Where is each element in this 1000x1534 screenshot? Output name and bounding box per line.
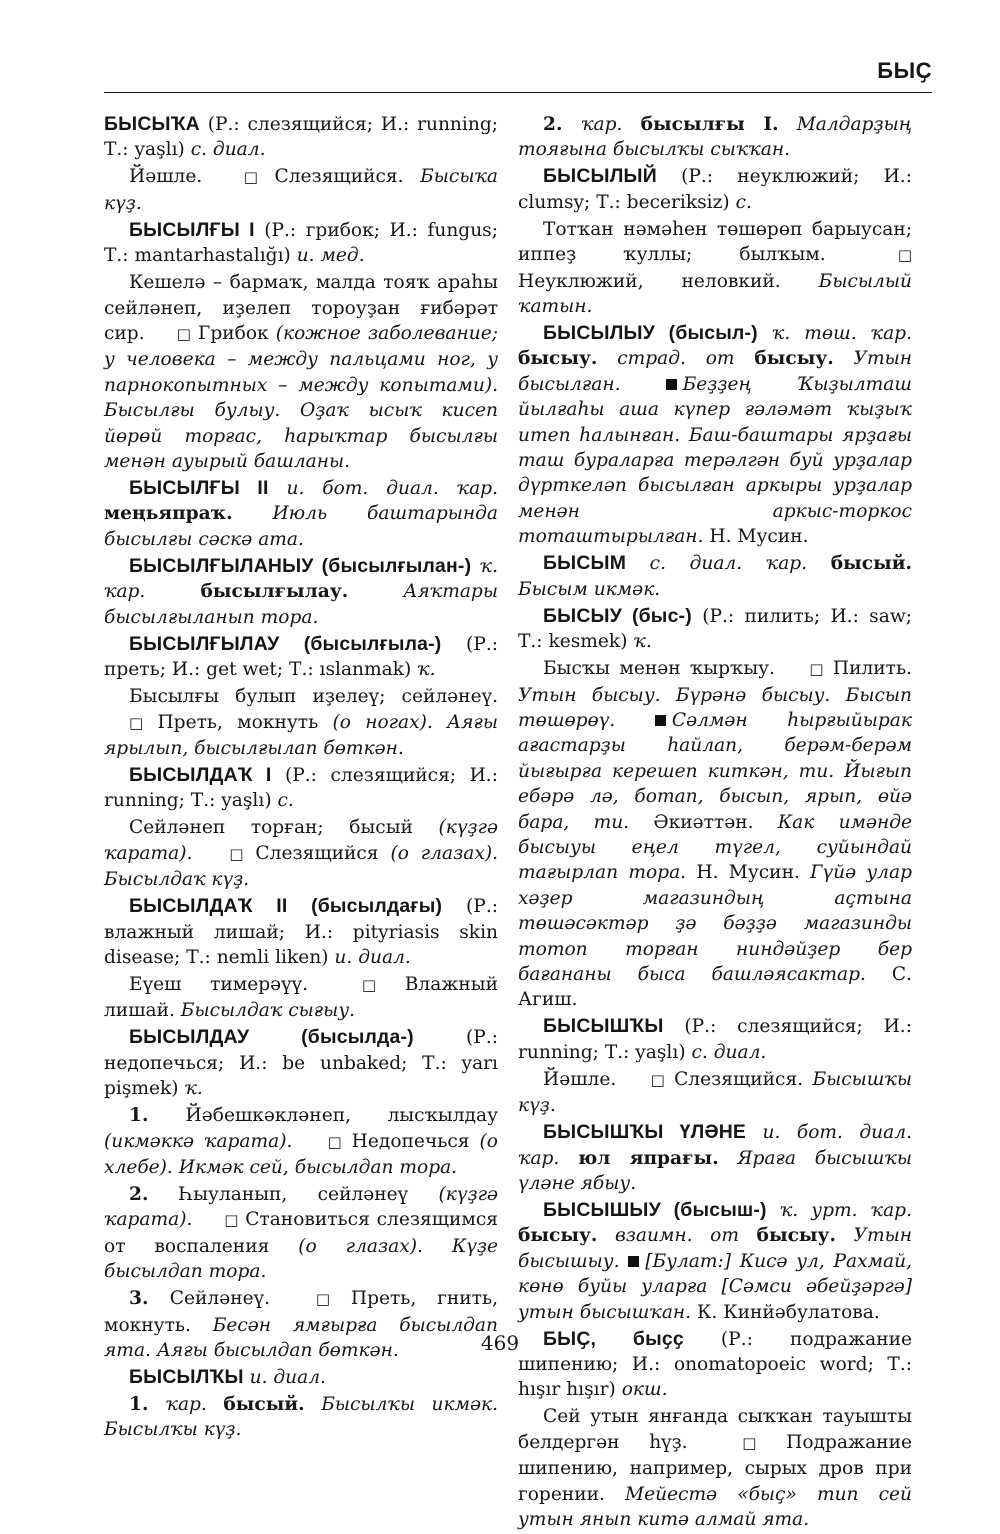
page-number: 469	[480, 1331, 520, 1355]
entry-text: (Р.: недопечься; И.: be unbaked; Т.: yarı pişmek)	[104, 1027, 498, 1100]
entry-text: Һыуланып, сейләнеү	[179, 1183, 439, 1205]
entry-text: ҡар.	[581, 114, 623, 135]
entry-text: Утын бысышыу.	[518, 1225, 912, 1272]
entry-text: Аяҡтары бысылғыланып тора.	[104, 581, 498, 628]
entry-text: (о ногах). Аяғы ярылып, бысылғылап бөткән.	[104, 711, 498, 759]
entry-text: Беҙҙең Ҡыҙылташ йылғаһы аша күпер ғәләмәт ҡыҙыҡ итеп һалынған. Баш-баштары ярҙағы таш бураларға терәлгән буй урҙалар дүрткеләп бысылған аркыры урҙалар менән аркыс-торкос тоташтырылған.	[518, 373, 912, 548]
left-column	[104, 112, 498, 1444]
entry-text: и. диал.	[334, 946, 411, 968]
entry-text: Недопечься	[341, 1130, 480, 1152]
dictionary-entry	[518, 1014, 912, 1065]
entry-text: Слезящийся.	[257, 166, 421, 188]
dictionary-entry	[104, 763, 498, 814]
running-head	[104, 56, 932, 93]
example-marker	[655, 715, 666, 726]
headword: БЫСЫЛДАҠ I	[129, 763, 272, 786]
entry-text	[559, 1148, 578, 1169]
entry-text: ҡ. төш. ҡар.	[771, 323, 912, 345]
entry-text	[615, 710, 655, 731]
entry-text: Бысылый ҡатын.	[518, 270, 912, 318]
dictionary-entry	[104, 815, 498, 892]
running-head-text: БЫҪ	[877, 58, 932, 83]
entry-text: Сейләнеп торған; бысый	[129, 817, 439, 839]
entry-text: с. диал.	[691, 1041, 767, 1063]
headword: БЫСЫЛҒЫЛАУ (бысылғыла-)	[129, 632, 442, 655]
entry-text: Йәбешкәкләнеп, лысҡылдау	[185, 1105, 499, 1127]
entry-text	[621, 374, 666, 395]
entry-text	[305, 1394, 322, 1415]
entry-text: взаимн. от	[614, 1225, 739, 1247]
entry-text: Сей утын янғанда сыҡҡан тауышты белдергән һүҙ.	[518, 1406, 912, 1453]
entry-text: Бесән ямғырға бысылдап ята. Аяғы бысылдап бөткән.	[104, 1314, 498, 1361]
entry-text: К. Кинйәбулатова.	[691, 1301, 880, 1323]
entry-text: Преть, гнить, мокнуть.	[104, 1288, 498, 1336]
entry-text	[758, 323, 772, 344]
dictionary-entry	[104, 218, 498, 269]
entry-text: и. бот. диал. ҡар.	[286, 478, 498, 500]
headword: БЫҪ, быҫҫ	[543, 1327, 684, 1350]
entry-text: Бысылҡы икмәк. Бысылҡы күҙ.	[104, 1394, 499, 1441]
entry-text	[348, 581, 403, 602]
entry-text: бысыу.	[756, 1225, 836, 1247]
translation-marker: □	[650, 1070, 665, 1089]
entry-text: (Р.: подражание шипению; И.: onomatopoeic word; Т.: hışır hışır)	[518, 1328, 912, 1401]
entry-text: бысый.	[223, 1394, 305, 1415]
translation-marker: □	[229, 844, 244, 863]
dictionary-entry	[104, 554, 498, 630]
dictionary-entry	[518, 217, 912, 320]
entry-text: (Р.: слезящийся; И.: running; Т.: yaşlı)	[104, 764, 498, 812]
entry-text: (күҙгә ҡарата).	[104, 817, 498, 864]
entry-text: Утын бысылған.	[518, 348, 912, 395]
entry-text: Малдарҙың тояғына бысылҡы сыҡҡан.	[518, 114, 912, 161]
entry-text: Июль баштарында бысылғы сәскә ата.	[104, 503, 498, 550]
translation-marker: □	[243, 168, 258, 187]
dictionary-entry	[518, 164, 912, 215]
entry-text	[192, 1209, 199, 1230]
entry-text: бысыу.	[754, 348, 834, 370]
entry-text: (Р.: пилить; И.: saw; Т.: kesmek)	[518, 605, 912, 653]
entry-text: Утын бысыу. Бүрәнә бысыу. Бысып төшөрөү.	[518, 684, 912, 731]
headword: БЫСЫЛЫУ (бысыл-)	[543, 322, 758, 345]
entry-text: Бысыҡа күҙ.	[104, 166, 498, 214]
dictionary-entry	[104, 112, 498, 163]
entry-text	[719, 1148, 738, 1169]
entry-text	[735, 348, 755, 369]
dictionary-entry	[104, 1182, 498, 1285]
headword: БЫСЫЛҒЫ II	[129, 477, 269, 500]
entry-text: Гүйә улар хәҙер магазиндың аҫтына төшәсәктәр ҙә бәҙҙә магазинды тотоп торған ниндәйҙер бер бағананы быса башләясактар.	[518, 862, 912, 985]
dictionary-entry	[518, 112, 912, 163]
entry-text: ҡ.	[633, 631, 652, 653]
entry-text: С. Агиш.	[518, 963, 912, 1011]
entry-text	[834, 348, 854, 369]
entry-text: Н. Мусин.	[703, 526, 809, 548]
entry-text	[739, 1225, 757, 1246]
entry-text: Яраға бысышҡы үләне ябыу.	[518, 1147, 912, 1194]
entry-text: бысыу.	[518, 348, 598, 370]
entry-text: Влажный лишай.	[104, 973, 498, 1022]
entry-text: бысыу.	[518, 1225, 598, 1247]
entry-text: Преть, мокнуть	[143, 711, 333, 733]
entry-text	[145, 581, 200, 602]
entry-text	[269, 478, 287, 499]
entry-text: окш.	[621, 1379, 668, 1401]
dictionary-entry	[104, 270, 498, 474]
entry-text	[779, 114, 797, 135]
entry-text: бысылғы I.	[640, 114, 779, 135]
entry-text: Бысҡы менән ҡырҡыу.	[543, 658, 785, 680]
entry-text: (Р.: слезящийся; И.: running; Т.: yaşlı)	[104, 114, 498, 161]
entry-text: (Р.: грибок; И.: fungus; Т.: mantarhastalığı)	[104, 219, 498, 267]
entry-text: страд. от	[617, 348, 735, 370]
entry-text: бысый.	[830, 553, 913, 575]
translation-marker: □	[361, 975, 376, 994]
entry-text	[767, 1200, 780, 1221]
entry-text: (о глазах). Күҙе бысылдап тора.	[104, 1235, 498, 1283]
entry-text	[597, 1225, 615, 1246]
headword: БЫСЫЛҠЫ	[129, 1366, 244, 1388]
entry-text	[597, 348, 617, 369]
entry-text: ҡ. ҡар.	[104, 555, 498, 603]
dictionary-entry	[518, 551, 912, 602]
entry-text: с.	[735, 191, 752, 213]
entry-text: Бысылғы булып иҙелеү; сейләнеү.	[129, 686, 498, 708]
entry-text: Слезящийся.	[664, 1068, 813, 1090]
entry-text	[471, 556, 479, 577]
entry-text	[807, 553, 831, 574]
translation-marker: □	[809, 660, 824, 679]
translation-marker: □	[742, 1433, 757, 1452]
example-marker	[628, 1256, 639, 1267]
entry-text: Еүеш тимерәүү.	[129, 973, 337, 995]
headword: БЫСЫШЫУ (бысыш-)	[543, 1199, 767, 1221]
entry-text	[836, 1225, 854, 1246]
headword: БЫСЫМ	[543, 552, 627, 575]
entry-text: меңьяпраҡ.	[104, 503, 233, 525]
entry-text	[207, 1394, 224, 1415]
entry-text: Н. Мусин.	[686, 862, 811, 884]
dictionary-entry	[518, 1198, 912, 1325]
headword: БЫСЫЛДАУ (бысылда-)	[129, 1026, 414, 1049]
dictionary-entry	[518, 656, 912, 1013]
entry-text: Сәлмән һырғыйырак ағастарҙы һайлап, берәм-берәм йығырға керешеп киткән, ти. Йығып ебәрә лә, ботап, бысып, ярып, өйә бара, ти.	[518, 709, 912, 833]
dictionary-entry	[104, 476, 498, 552]
dictionary-entry	[518, 604, 912, 655]
entry-text: 3.	[129, 1288, 170, 1310]
translation-marker: □	[315, 1290, 331, 1309]
entry-text: Становиться слезящимся от воспаления	[104, 1209, 498, 1257]
entry-text: Тотҡан нәмәһен төшөрөп барыусан; иппеҙ ҡуллы; былҡым.	[518, 218, 912, 266]
entry-text: 1.	[129, 1394, 166, 1415]
headword: БЫСЫЛДАҠ II (бысылдағы)	[129, 895, 443, 918]
dictionary-entry	[104, 1103, 498, 1180]
entry-text	[746, 1122, 762, 1143]
headword: БЫСЫШҠЫ	[543, 1015, 664, 1038]
dictionary-entry	[518, 1067, 912, 1119]
dictionary-entry	[104, 1392, 498, 1443]
entry-text: ҡ.	[184, 1078, 203, 1100]
entry-text: Грибок	[190, 323, 276, 345]
entry-text	[620, 1251, 629, 1272]
entry-text: с.	[277, 790, 294, 812]
dictionary-entry	[104, 684, 498, 761]
entry-text	[233, 503, 273, 524]
dictionary-entry	[518, 1404, 912, 1532]
entry-text: Йәшле.	[543, 1068, 626, 1090]
entry-text: Сейләнеү.	[169, 1288, 291, 1310]
entry-text: Бысым икмәк.	[518, 578, 661, 600]
entry-text: с. диал. ҡар.	[649, 553, 808, 575]
entry-text: 2.	[543, 114, 582, 135]
translation-marker: □	[327, 1132, 342, 1151]
headword: БЫСЫУ (быс-)	[543, 604, 692, 627]
dictionary-entry	[104, 894, 498, 970]
translation-marker: □	[897, 246, 912, 265]
entry-text: (о глазах). Бысылдаҡ күҙ.	[104, 842, 498, 891]
entry-text: ҡар.	[165, 1394, 207, 1415]
entry-text: Әкиәттән.	[629, 811, 778, 833]
entry-text: 1.	[129, 1105, 186, 1127]
example-marker	[666, 379, 677, 390]
entry-text: Как имәнде бысыуы еңел түгел, суйындай тағырлап тора.	[518, 811, 913, 884]
entry-text: Мейестә «быҫ» тип сей утын янып китә алмай ята.	[518, 1483, 913, 1531]
entry-text	[292, 1131, 302, 1152]
entry-text: Бысылдаҡ сығыу.	[180, 1000, 356, 1022]
entry-text: (кожное заболевание; у человека – между пальцами ног, у парнокопытных – между копытами). Бысылғы булыу. Оҙаҡ ысыҡ кисеп йөрөй торғас, һарыҡтар бысылғы менән ауырый башланы.	[104, 323, 499, 473]
entry-text: (Р.: преть; И.: get wet; Т.: ıslanmak)	[104, 633, 498, 681]
entry-text: (Р.: неуклюжий; И.: clumsy; Т.: beceriksiz)	[518, 166, 912, 213]
entry-text: (Р.: влажный лишай; И.: pityriasis skin disease; Т.: nemli liken)	[104, 896, 498, 968]
headword: БЫСЫЛҒЫ I	[129, 218, 255, 241]
translation-marker: □	[224, 1211, 239, 1230]
dictionary-entry	[104, 1365, 498, 1390]
entry-text: и. диал.	[249, 1367, 326, 1388]
entry-text: (күҙгә ҡарата).	[104, 1183, 498, 1231]
entry-text: юл япрағы.	[578, 1147, 719, 1169]
entry-text: Йәшле.	[129, 166, 219, 188]
headword: БЫСЫЛЫЙ	[543, 165, 657, 188]
entry-text: и. мед.	[296, 245, 365, 267]
entry-text: Бысышҡы күҙ.	[518, 1068, 912, 1117]
entry-text	[192, 843, 204, 864]
dictionary-entry	[518, 1120, 912, 1196]
entry-text: ҡ.	[417, 659, 436, 681]
entry-text: 2.	[129, 1183, 180, 1205]
translation-marker: □	[176, 325, 191, 344]
headword: БЫСЫЛҒЫЛАНЫУ (бысылғылан-)	[129, 554, 472, 577]
entry-text: Подражание шипению, например, сырых дров при горении.	[518, 1431, 912, 1505]
entry-text: (икмәккә ҡарата).	[104, 1130, 293, 1152]
dictionary-entry	[518, 321, 912, 550]
entry-text: Пилить.	[823, 658, 912, 680]
entry-text: Слезящийся	[243, 842, 391, 864]
entry-text: бысылғылау.	[200, 581, 349, 603]
right-column	[518, 112, 912, 1534]
entry-text: (Р.: слезящийся; И.: running; Т.: yaşlı)	[518, 1016, 912, 1063]
headword: БЫСЫШҠЫ ҮЛӘНЕ	[543, 1121, 747, 1144]
entry-text: (о хлебе). Икмәк сей, бысылдап тора.	[104, 1130, 498, 1178]
dictionary-entry	[104, 972, 498, 1024]
entry-text: Кешелә – бармаҡ, малда тояҡ араһы сейләнеп, иҙелеп тороуҙан ғибәрәт сир.	[104, 272, 498, 345]
dictionary-entry	[104, 1025, 498, 1101]
entry-text	[626, 553, 650, 574]
entry-text	[622, 114, 640, 135]
entry-text: [Булат:] Кисә ул, Рахмай, көнө буйы уларға [Сәмси әбейҙәргә] утын бысышҡан.	[518, 1250, 912, 1323]
headword: БЫСЫҠА	[104, 113, 200, 135]
entry-text: ҡ. урт. ҡар.	[779, 1200, 912, 1221]
entry-text: и. бот. диал. ҡар.	[518, 1122, 912, 1169]
translation-marker: □	[129, 713, 144, 732]
dictionary-entry	[104, 164, 498, 216]
entry-text: Неуклюжий, неловкий.	[518, 270, 819, 292]
entry-text: с. диал.	[190, 139, 266, 161]
dictionary-entry	[104, 632, 498, 683]
